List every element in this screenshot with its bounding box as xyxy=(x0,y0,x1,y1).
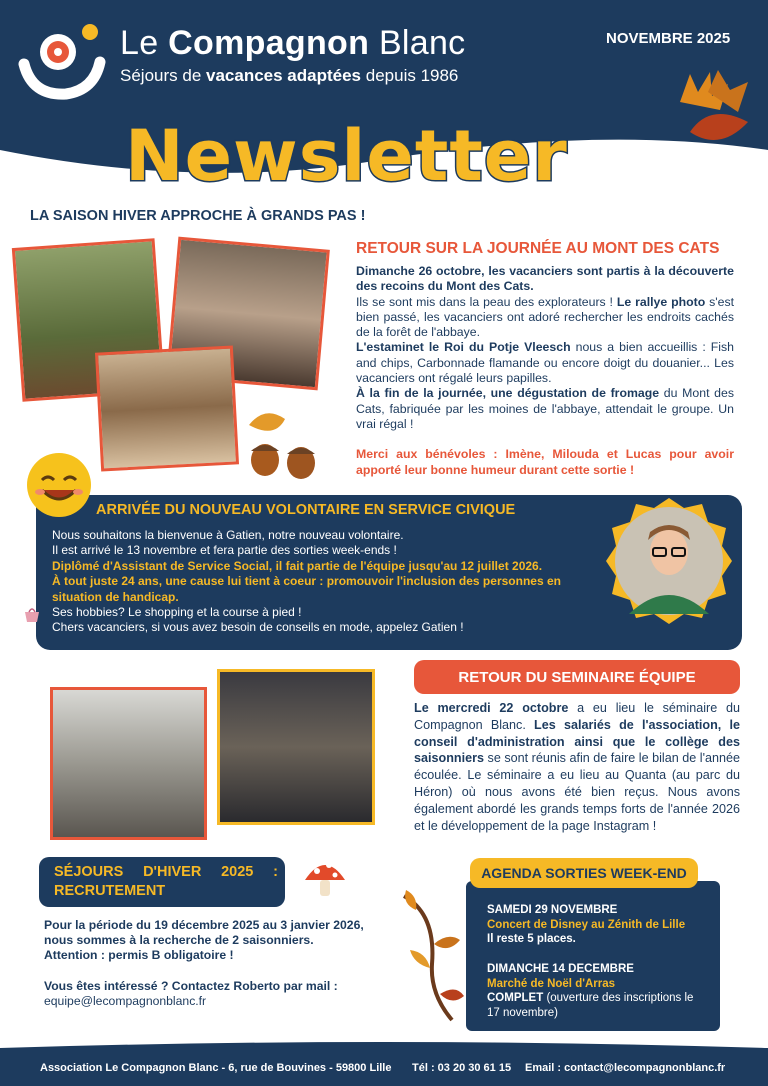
volunteer-title: ARRIVÉE DU NOUVEAU VOLONTAIRE EN SERVICE CIVIQUE xyxy=(96,502,516,518)
footer-address: Association Le Compagnon Blanc - 6, rue de Bouvines - 59800 Lille xyxy=(40,1062,392,1074)
smiley-icon xyxy=(24,450,94,520)
recruitment-email[interactable]: equipe@lecompagnonblanc.fr xyxy=(44,993,207,1008)
issue-date: NOVEMBRE 2025 xyxy=(606,30,731,47)
brand-title: Le Compagnon Blanc xyxy=(120,24,466,62)
recruitment-text: Pour la période du 19 décembre 2025 au 3 janvier 2026, nous sommes à la recherche de 2 saisonniers. Attention : permis B obligatoire ! Vous êtes intéressé ? Contactez Roberto par mail : equipe@lecompagnonblanc.fr xyxy=(44,918,374,1009)
mont-des-cats-title: RETOUR SUR LA JOURNÉE AU MONT DES CATS xyxy=(356,240,720,257)
thanks-text: Merci aux bénévoles : Imène, Milouda et Lucas pour avoir apporté leur bonne humeur durant cette sortie ! xyxy=(356,447,734,477)
logo-icon xyxy=(18,18,108,100)
seminar-room-photo xyxy=(50,687,207,840)
brand-subtitle: Séjours de vacances adaptées depuis 1986 xyxy=(120,66,459,85)
newsletter-heading: Newsletter xyxy=(125,115,568,197)
seminar-text: Le mercredi 22 octobre a eu lieu le séminaire du Compagnon Blanc. Les salariés de l'association, le conseil d'administration ainsi que le collège des saisonniers se sont réunis afin de faire le bilan de l'année écoulée. Le séminaire a eu lieu au Quanta (au parc du Héron) où nous avons été bien reçus. Nous avons également abordé les grands temps forts de l'année 2026 et le développement de la page Instagram ! xyxy=(414,701,740,833)
agenda-title: AGENDA SORTIES WEEK-END xyxy=(470,858,698,888)
restaurant-photo xyxy=(95,345,239,471)
volunteer-portrait xyxy=(604,496,734,626)
tagline: LA SAISON HIVER APPROCHE À GRANDS PAS ! xyxy=(30,208,366,224)
volunteer-text: Nous souhaitons la bienvenue à Gatien, notre nouveau volontaire. Il est arrivé le 13 novembre et fera partie des sorties week-ends ! Diplômé d'Assistant de Service Social, il fait partie de l'équipe jusqu'au 12 juillet 2026. À tout juste 24 ans, une cause lui tient à coeur : promouvoir l'inclusion des personnes en situation de handicap. Ses hobbies? Le shopping et la course à pied ! Chers vacanciers, si vous avez besoin de conseils en mode, appelez Gatien ! xyxy=(52,528,561,635)
agenda-event-1: SAMEDI 29 NOVEMBRE Concert de Disney au Zénith de Lille Il reste 5 places. xyxy=(487,904,686,946)
mont-des-cats-text: Dimanche 26 octobre, les vacanciers sont partis à la découverte des recoins du Mont des Cats. Ils se sont mis dans la peau des explorateurs ! Le rallye photo s'est bien passé, les vacanciers ont adoré rechercher les endroits cachés de la forêt de l'abbaye. L'estaminet le Roi du Potje Vleesch nous a bien accueillis : Fish and chips, Carbonnade flamande ou encore doigt du douanier... Les vacanciers ont régalé leurs papilles. À la fin de la journée, une dégustation de fromage du Mont des Cats, fabriquée par les moines de l'abbaye, attendait le groupe. Un vrai régal ! Merci aux bénévoles : Imène, Milouda et Lucas pour avoir apporté leur bonne humeur durant cette sortie ! xyxy=(356,264,735,477)
acorn-icon xyxy=(245,405,325,481)
footer-phone[interactable]: Tél : 03 20 30 61 15 xyxy=(412,1062,512,1074)
recruitment-title: SÉJOURS D'HIVER 2025 : RECRUTEMENT xyxy=(54,864,278,899)
mushroom-icon xyxy=(302,854,348,900)
shopping-bag-icon xyxy=(22,604,42,624)
agenda-event-2: DIMANCHE 14 DECEMBRE Marché de Noël d'Arras COMPLET (ouverture des inscriptions le 17 novembre) xyxy=(487,963,694,1019)
seminar-title: RETOUR DU SEMINAIRE ÉQUIPE xyxy=(414,660,740,694)
autumn-leaves-icon xyxy=(660,62,760,162)
autumn-branch-icon xyxy=(396,884,472,1024)
footer-email[interactable]: Email : contact@lecompagnonblanc.fr xyxy=(525,1062,726,1074)
seminar-dinner-photo xyxy=(217,669,375,825)
